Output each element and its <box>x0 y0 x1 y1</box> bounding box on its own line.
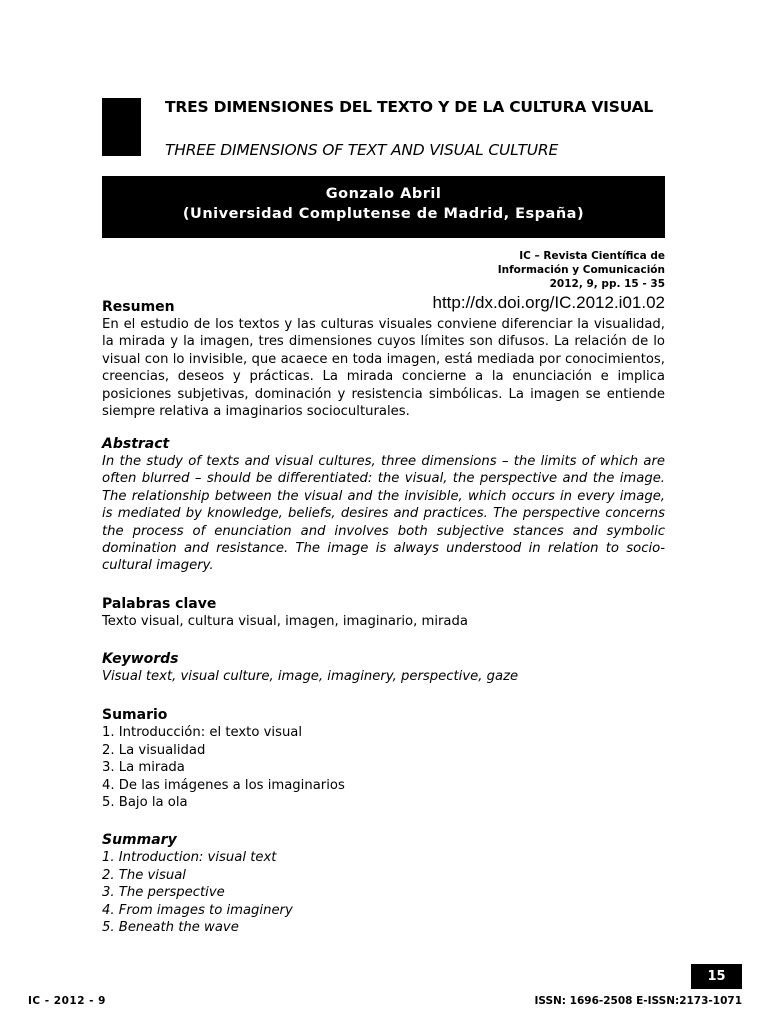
keywords-section <box>102 650 665 686</box>
sumario-item: 1. Introducción: el texto visual <box>102 725 303 740</box>
title-side-block <box>102 98 141 156</box>
resumen-section <box>102 298 665 420</box>
summary-item: 2. The visual <box>102 867 186 883</box>
resumen-text: En el estudio de los textos y las culturas visuales conviene diferenciar la visualidad, la mirada y la imagen, tres dimensiones cuyos límites son difusos. La relación de lo visual con lo invisible, que acaece en toda imagen, está mediada por conocimientos, creencias, deseos y prácticas. La mirada concierne a la enunciación e implica posiciones subjetivas, dominación y resistencia simbólicas. La imagen se entiende siempre relativa a imaginarios socioculturales. <box>102 317 665 420</box>
palabras-text: Texto visual, cultura visual, imagen, imaginario, mirada <box>102 614 468 629</box>
footer-issn: ISSN: 1696-2508 E-ISSN:2173-1071 <box>534 995 742 1007</box>
sumario-heading: Sumario <box>102 707 168 723</box>
author-box <box>102 176 665 238</box>
doi-link[interactable]: http://dx.doi.org/IC.2012.i01.02 <box>432 293 665 312</box>
summary-section <box>102 831 665 937</box>
sumario-item: 5. Bajo la ola <box>102 795 188 810</box>
summary-item: 3. The perspective <box>102 885 225 900</box>
abstract-section <box>102 435 665 575</box>
journal-line-2: Información y Comunicación <box>497 264 665 276</box>
abstract-heading: Abstract <box>102 436 170 452</box>
sumario-item: 4. De las imágenes a los imaginarios <box>102 777 345 793</box>
journal-line-1: IC – Revista Científica de <box>519 250 665 262</box>
sumario-item: 3. La mirada <box>102 760 185 775</box>
resumen-heading: Resumen <box>102 299 175 315</box>
summary-item: 5. Beneath the wave <box>102 920 239 935</box>
author-affiliation: (Universidad Complutense de Madrid, España) <box>182 206 585 222</box>
page-number: 15 <box>691 964 742 989</box>
keywords-heading: Keywords <box>102 651 179 667</box>
journal-line-3: 2012, 9, pp. 15 - 35 <box>549 278 665 290</box>
author-name: Gonzalo Abril <box>325 186 442 202</box>
summary-item: 4. From images to imaginery <box>102 902 293 918</box>
palabras-heading: Palabras clave <box>102 596 217 612</box>
abstract-text: In the study of texts and visual cultures, three dimensions – the limits of which are often blurred – should be differentiated: the visual, the perspective and the image. The relationship between the visual and the invisible, which occurs in every image, is mediated by knowledge, beliefs, desires and practices. The perspective concerns the process of enunciation and involves both subjective stances and symbolic domination and resistance. The image is always understood in relation to socio-cultural imagery. <box>102 454 665 574</box>
title-spanish: TRES DIMENSIONES DEL TEXTO Y DE LA CULTURA VISUAL <box>165 98 654 116</box>
summary-heading: Summary <box>102 832 177 848</box>
sumario-item: 2. La visualidad <box>102 742 206 758</box>
sumario-section <box>102 706 665 812</box>
journal-info <box>498 249 665 291</box>
palabras-section <box>102 595 665 631</box>
summary-item: 1. Introduction: visual text <box>102 850 277 865</box>
title-english: THREE DIMENSIONS OF TEXT AND VISUAL CULTURE <box>165 141 559 159</box>
keywords-text: Visual text, visual culture, image, imaginery, perspective, gaze <box>102 669 519 684</box>
footer-issue: IC - 2012 - 9 <box>28 995 106 1007</box>
